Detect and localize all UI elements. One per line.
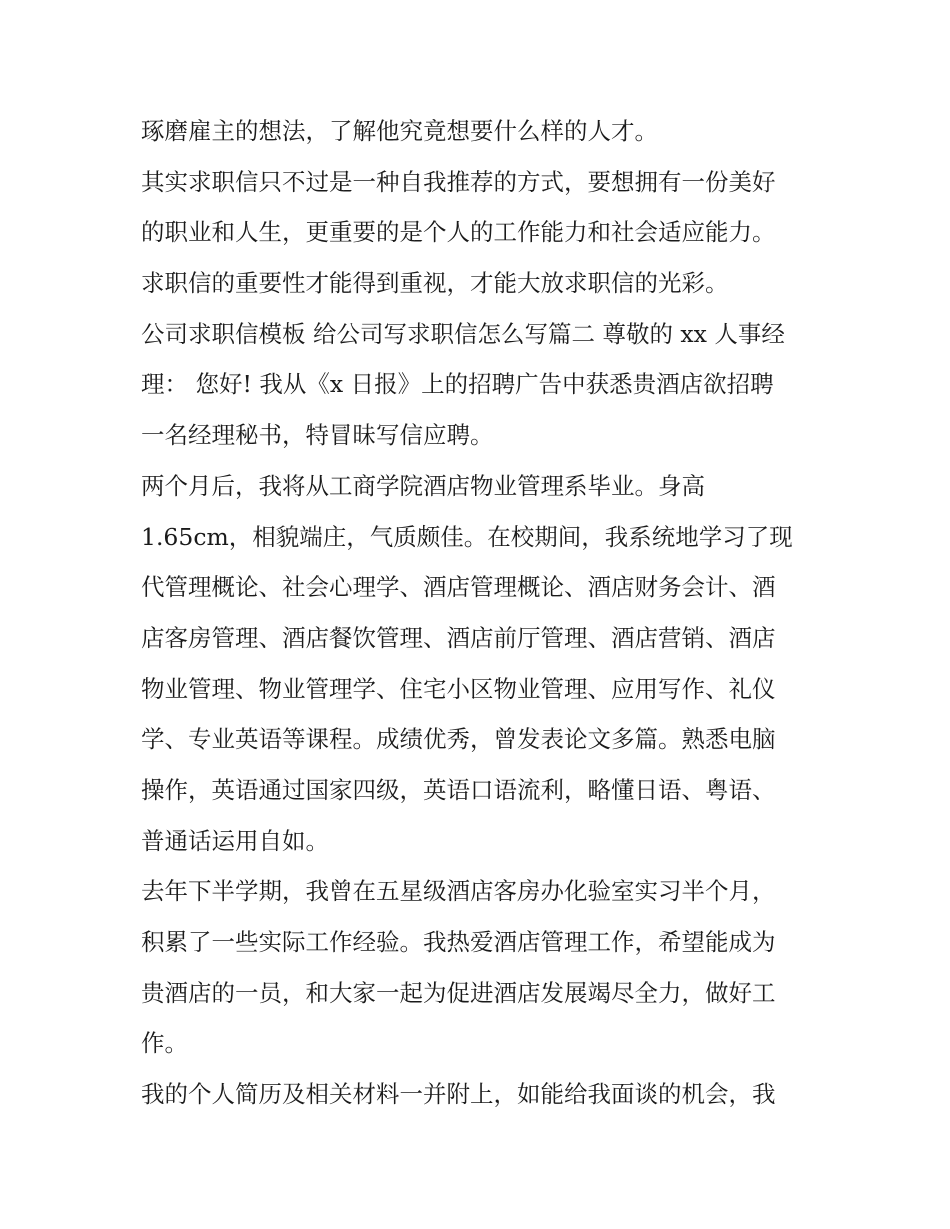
text-line: 一名经理秘书，特冒昧写信应聘。 [141, 421, 494, 450]
text-line: 店客房管理、酒店餐饮管理、酒店前厅管理、酒店营销、酒店 [141, 623, 776, 652]
text-line: 物业管理、物业管理学、住宅小区物业管理、应用写作、礼仪 [141, 674, 776, 703]
text-line: 公司求职信模板 给公司写求职信怎么写篇二 尊敬的 xx 人事经 [141, 319, 785, 348]
text-line: 1.65cm，相貌端庄，气质颇佳。在校期间，我系统地学习了现 [141, 522, 793, 551]
paragraph-5 [141, 866, 841, 1069]
paragraph-4 [141, 461, 841, 867]
paragraph-3 [141, 309, 841, 461]
text-line: 去年下半学期，我曾在五星级酒店客房办化验室实习半个月， [141, 877, 776, 906]
paragraph-6 [141, 1069, 841, 1120]
text-line: 两个月后，我将从工商学院酒店物业管理系毕业。身高 [141, 471, 705, 500]
text-line: 其实求职信只不过是一种自我推荐的方式，要想拥有一份美好 [141, 167, 776, 196]
text-line: 我的个人简历及相关材料一并附上，如能给我面谈的机会，我 [141, 1080, 776, 1109]
text-line: 琢磨雇主的想法，了解他究竟想要什么样的人才。 [141, 117, 658, 145]
text-line: 积累了一些实际工作经验。我热爱酒店管理工作，希望能成为 [141, 928, 776, 956]
text-line: 学、专业英语等课程。成绩优秀，曾发表论文多篇。熟悉电脑 [141, 725, 776, 754]
text-line: 的职业和人生，更重要的是个人的工作能力和社会适应能力。 [141, 218, 776, 247]
text-line: 作。 [141, 1029, 188, 1058]
text-line: 理： 您好! 我从《x 日报》上的招聘广告中获悉贵酒店欲招聘 [141, 370, 774, 399]
text-line: 求职信的重要性才能得到重视，才能大放求职信的光彩。 [141, 269, 729, 298]
paragraph-1 [141, 106, 841, 157]
paragraph-2 [141, 157, 841, 309]
document-body [141, 106, 841, 1120]
text-line: 操作，英语通过国家四级，英语口语流利，略懂日语、粤语、 [141, 775, 776, 804]
text-line: 贵酒店的一员，和大家一起为促进酒店发展竭尽全力，做好工 [141, 978, 776, 1007]
text-line: 普通话运用自如。 [141, 826, 329, 855]
text-line: 代管理概论、社会心理学、酒店管理概论、酒店财务会计、酒 [141, 573, 776, 602]
